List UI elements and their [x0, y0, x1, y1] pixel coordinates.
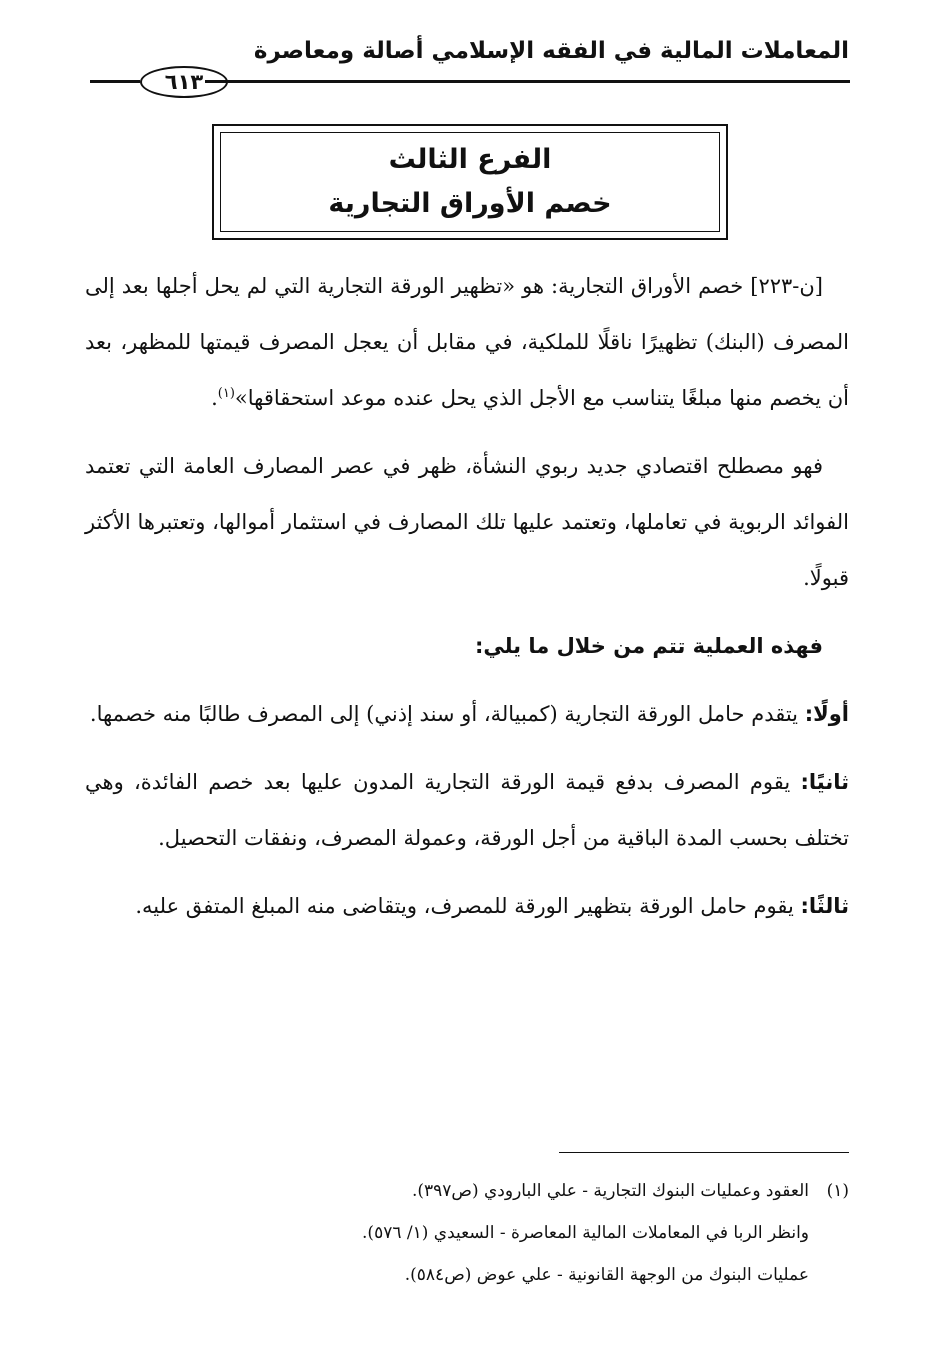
step-third [85, 878, 849, 934]
footnote-1-text: العقود وعمليات البنوك التجارية - علي البارودي (ص٣٩٧). [411, 1181, 809, 1201]
step-first [85, 686, 849, 742]
footnotes [85, 1170, 849, 1296]
step-first-text: يتقدم حامل الورقة التجارية (كمبيالة، أو سند إذني) إلى المصرف طالبًا منه خصمها. [89, 702, 805, 726]
paragraph-description: فهو مصطلح اقتصادي جديد ربوي النشأة، ظهر في عصر المصارف العامة التي تعتمد الفوائد الربوية في تعاملها، وتعتمد عليها تلك المصارف في استثمار أموالها، وتعتبرها الأكثر قبولًا. [85, 454, 849, 590]
definition-end: . [211, 386, 218, 410]
running-title: المعاملات المالية في الفقه الإسلامي أصالة ومعاصرة [253, 38, 849, 64]
step-second-text: يقوم المصرف بدفع قيمة الورقة التجارية المدون عليها بعد خصم الفائدة، وهي تختلف بحسب المدة الباقية من أجل الورقة، وعمولة المصرف، ونفقات التحصيل. [85, 770, 849, 850]
step-first-lead: أولًا: [804, 702, 849, 726]
footnote-ref: (١) [217, 386, 235, 401]
step-second-lead: ثانيًا: [800, 770, 849, 794]
footnote-1 [85, 1170, 849, 1212]
page-number: ٦١٣ [140, 66, 228, 98]
step-second [85, 754, 849, 866]
step-third-text: يقوم حامل الورقة بتظهير الورقة للمصرف، ويتقاضى منه المبلغ المتفق عليه. [135, 894, 801, 918]
section-title-line1: الفرع الثالث [388, 144, 552, 175]
section-title-line2: خصم الأوراق التجارية [328, 188, 612, 219]
header-rule [205, 80, 850, 83]
definition-text: [ن-٢٢٣] خصم الأوراق التجارية: هو «تظهير الورقة التجارية التي لم يحل أجلها بعد إلى المصرف (البنك) تظهيرًا ناقلًا للملكية، في مقابل أن يعجل المصرف قيمتها للمظهر، بعد أن يخصم منها مبلغًا يتناسب مع الأجل الذي يحل عنده موعد استحقاقها» [85, 274, 849, 410]
header-rule-left [90, 80, 140, 83]
footnote-number: (١) [826, 1181, 849, 1201]
section-title-box [212, 124, 728, 240]
footnote-2: وانظر الربا في المعاملات المالية المعاصرة - السعيدي (١/ ٥٧٦). [362, 1223, 809, 1243]
paragraph-definition [85, 258, 849, 426]
footnote-separator [559, 1152, 849, 1153]
main-text [85, 258, 849, 946]
footnote-3: عمليات البنوك من الوجهة القانونية - علي عوض (ص٥٨٤). [404, 1265, 809, 1285]
step-third-lead: ثالثًا: [800, 894, 849, 918]
paragraph-steps-intro: فهذه العملية تتم من خلال ما يلي: [474, 634, 823, 658]
